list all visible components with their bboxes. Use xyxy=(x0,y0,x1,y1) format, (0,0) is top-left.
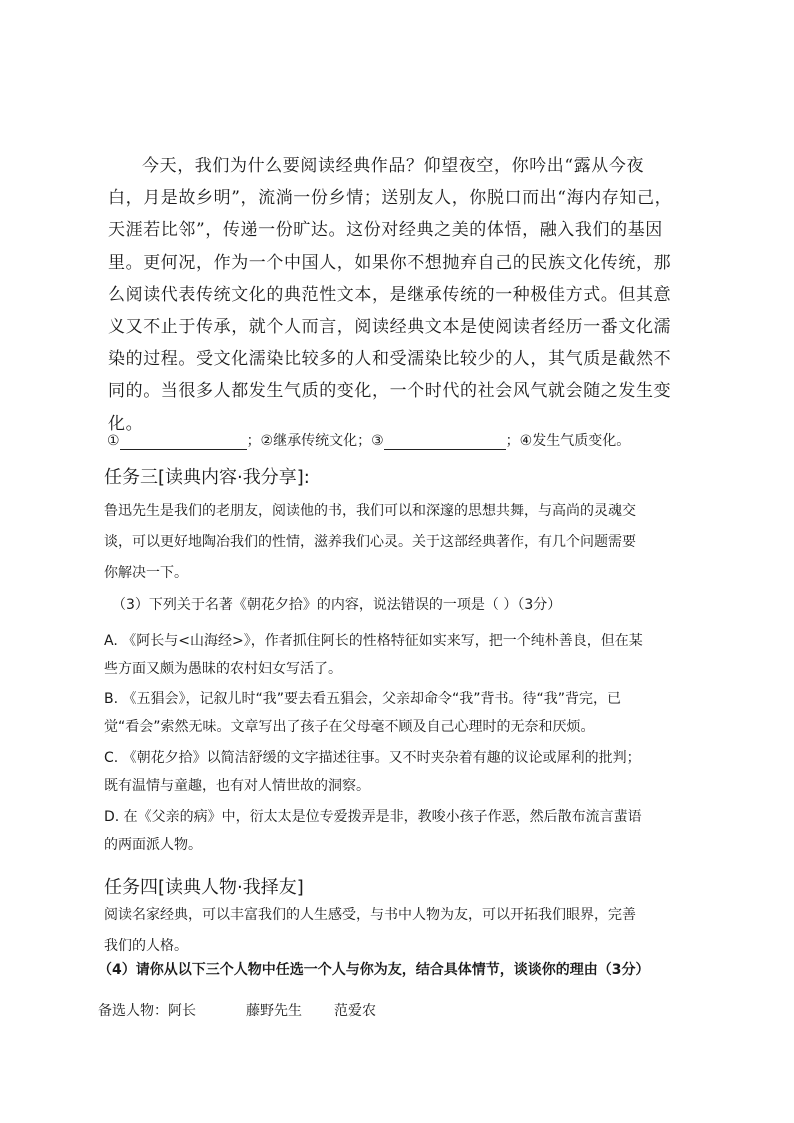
question-3: （3）下列关于名著《朝花夕拾》的内容，说法错误的一项是（ ）（3分） xyxy=(112,597,562,613)
blank-label-1: ① xyxy=(107,433,120,449)
option-a: A. 《阿长与<山海经>》，作者抓住阿长的性格特征如实来写，把一个纯朴善良，但在某些方面又颇为愚昧的农村妇女写活了。 xyxy=(104,633,643,677)
candidate-2: 藤野先生 xyxy=(246,1003,302,1019)
option-c: C. 《朝花夕拾》以简洁舒缓的文字描述往事。又不时夹杂着有趣的议论或犀利的批判；既有温情与童趣，也有对人情世故的洞察。 xyxy=(104,750,641,794)
candidate-3: 范爱农 xyxy=(334,1003,376,1019)
task3-title: 任务三[读典内容·我分享]: xyxy=(104,467,310,488)
passage-paragraph: 今天，我们为什么要阅读经典作品？仰望夜空，你吟出“露从今夜白，月是故乡明”，流淌一份乡情；送别友人，你脱口而出“海内存知己，天涯若比邻”，传递一份旷达。这份对经典之美的体悟，融入我们的基因里。更何况，作为一个中国人，如果你不想抛弃自己的民族文化传统，那么阅读代表传统文化的典范性文本，是继承传统的一种极佳方式。但其意义又不止于传承，就个人而言，阅读经典文本是使阅读者经历一番文化濡染的过程。受文化濡染比较多的人和受濡染比较少的人，其气质是截然不同的。当很多人都发生气质的变化，一个时代的社会风气就会随之发生变化。 xyxy=(108,156,673,434)
task4-intro: 阅读名家经典，可以丰富我们的人生感受，与书中人物为友，可以开拓我们眼界，完善我们的人格。 xyxy=(104,907,636,954)
blank-separator-2: ；④发生气质变化。 xyxy=(505,433,631,449)
option-d: D. 在《父亲的病》中，衍太太是位专爱拨弄是非，教唆小孩子作恶，然后散布流言蜚语的两面派人物。 xyxy=(104,809,642,853)
task4-title: 任务四[读典人物·我择友] xyxy=(104,877,304,898)
fill-in-blanks xyxy=(107,430,707,450)
blank-separator-1: ；②继承传统文化；③ xyxy=(246,433,384,449)
answer-blank-3[interactable] xyxy=(384,437,506,450)
candidate-label: 备选人物：阿长 xyxy=(98,1003,196,1019)
task3-intro: 鲁迅先生是我们的老朋友，阅读他的书，我们可以和深邃的思想共舞，与高尚的灵魂交谈，可以更好地陶冶我们的性情，滋养我们心灵。关于这部经典著作，有几个问题需要你解决一下。 xyxy=(104,503,636,581)
answer-blank-1[interactable] xyxy=(120,437,247,450)
question-4: （4）请你从以下三个人物中任选一个人与你为友，结合具体情节，谈谈你的理由（3分） xyxy=(98,962,650,978)
option-b: B. 《五猖会》，记叙儿时“我”要去看五猖会，父亲却命令“我”背书。待“我”背完，已觉“看会”索然无味。文章写出了孩子在父母毫不顾及自己心理时的无奈和厌烦。 xyxy=(104,691,622,735)
